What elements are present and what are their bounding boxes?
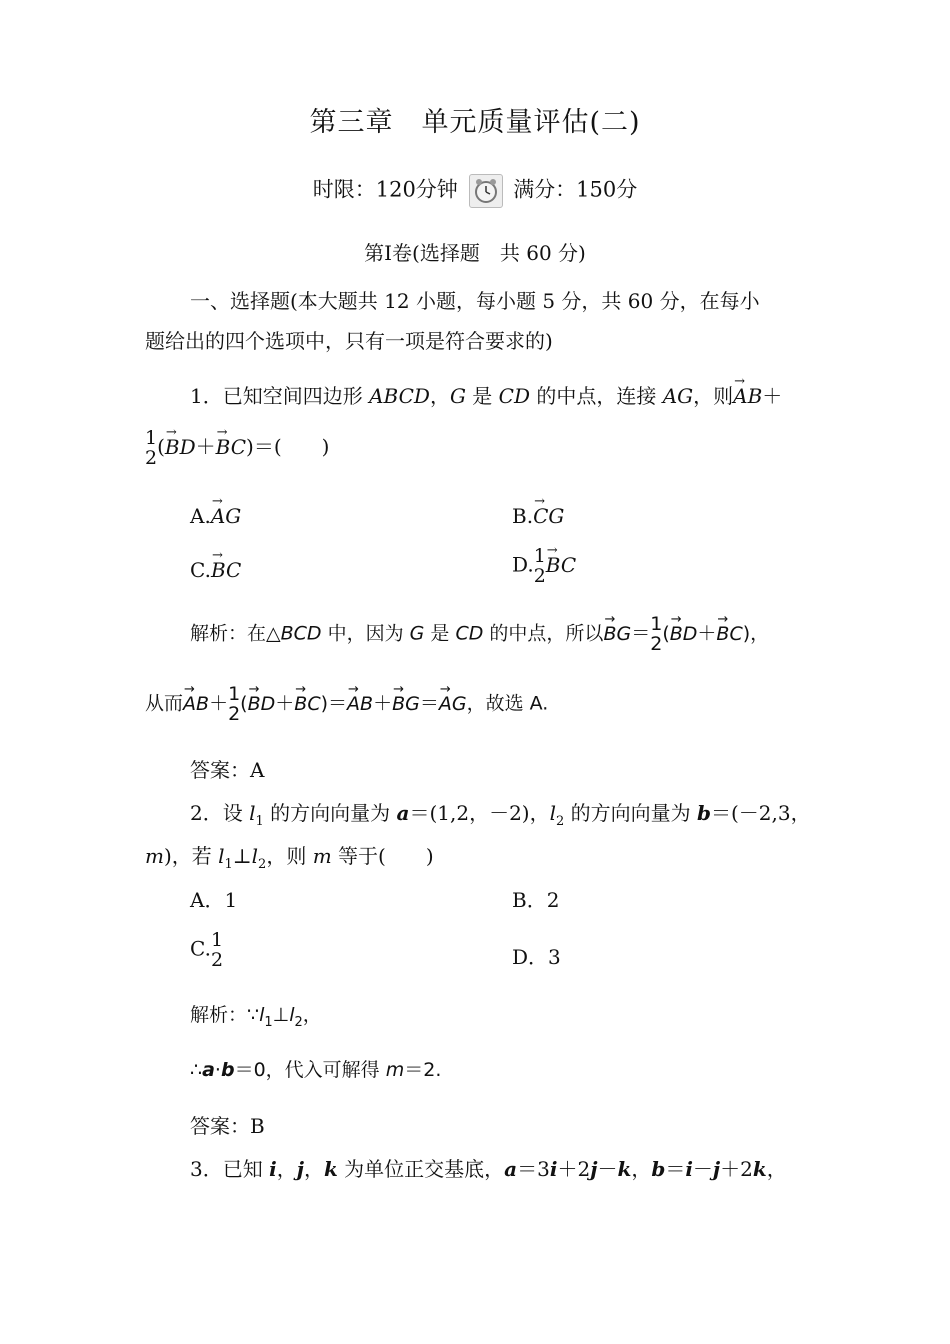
q3-stem-line-1: 3．已知 i，j，k 为单位正交基底，a＝3i＋2j－k，b＝i－j＋2k，: [190, 1157, 787, 1181]
instructions-line-2: 题给出的四个选项中，只有一项是符合要求的): [145, 329, 553, 353]
vector-b: b: [697, 801, 711, 825]
fraction-half: 1 2: [145, 427, 158, 469]
vector-bc: → BC: [546, 552, 576, 578]
time-limit: 时限：120分钟: [312, 177, 458, 202]
q1-plus: ＋: [762, 384, 783, 408]
q1-stem-line-1: [190, 383, 782, 409]
q1-analysis-line-1: 解析：在△BCD 中，因为 G 是 CD 的中点，所以→ BG＝ 1 2 (→ BD＋→ BC)，: [190, 614, 769, 654]
q2-option-c: C. 1 2: [190, 929, 224, 971]
q1-option-a: A.→ AG: [190, 503, 241, 529]
q1-text-2: 是: [465, 384, 499, 408]
vector-ag: → AG: [439, 691, 467, 717]
page-title: 第三章 单元质量评估(二): [309, 107, 641, 138]
fraction-half: 1 2: [228, 683, 241, 725]
vector-cg: → CG: [533, 503, 564, 529]
vector-ag: → AG: [211, 503, 241, 529]
q1-seg-2: AG: [662, 384, 694, 408]
q2-stem-line-2: m)，若 $l_1\perp l_2$，则 m 等于( ): [145, 844, 434, 872]
q1-text: 1．已知空间四边形: [190, 384, 370, 408]
q2-analysis-line-1: 解析：$\because l_1\perp l_2$，: [190, 1004, 322, 1030]
vector-ab: → AB: [183, 691, 209, 717]
q1-seg: CD: [498, 384, 530, 408]
q1-text-3: 的中点，连接: [530, 384, 663, 408]
clock-icon: [469, 174, 503, 208]
plus: ＋: [195, 434, 216, 459]
q1-answer: 答案：A: [190, 758, 265, 782]
vector-bd: → BD: [165, 434, 196, 460]
full-score: 满分：150分: [513, 177, 638, 202]
fraction-half: 1 2: [650, 613, 663, 655]
q1-point: G: [449, 384, 466, 408]
vector-bd: → BD: [248, 691, 276, 717]
vector-ab: → AB: [733, 383, 762, 409]
q2-stem-line-1: 2．设 $l_1$ 的方向向量为 a＝(1,2，－2)，$l_2$ 的方向向量为 b＝(－2,3，: [190, 801, 811, 829]
paren: (: [157, 434, 165, 459]
vector-bd: → BD: [670, 621, 698, 647]
vector-ab: → AB: [347, 691, 373, 717]
q1-option-d: D. 1 2 → BC: [512, 546, 576, 586]
vector-bc: → BC: [294, 691, 320, 717]
q2-option-d: D．3: [512, 945, 561, 969]
fraction-half: 1 2: [533, 545, 546, 587]
q1-quad: ABCD: [369, 384, 430, 408]
q1-option-c: C.→ BC: [190, 557, 241, 583]
q1-option-b: B.→ CG: [512, 503, 564, 529]
exam-meta: [0, 174, 950, 208]
triangle-bcd: △BCD: [266, 622, 322, 645]
q1-then: ，则: [693, 384, 734, 408]
q2-analysis-line-2: ∴a·b＝0，代入可解得 m＝2.: [190, 1059, 442, 1081]
vector-bc: → BC: [216, 434, 246, 460]
vector-a: a: [396, 801, 410, 825]
vector-bg: → BG: [392, 691, 420, 717]
q1-sep: ，: [429, 384, 450, 408]
q2-answer: 答案：B: [190, 1114, 265, 1138]
answer-blank: )＝( ): [246, 434, 330, 459]
q2-option-b: B．2: [512, 888, 560, 912]
q1-stem-line-2: [145, 428, 329, 468]
vector-bg: → BG: [603, 621, 631, 647]
vector-bc: → BC: [716, 621, 742, 647]
fraction-half: 1 2: [210, 929, 224, 971]
vector-bc: → BC: [211, 557, 241, 583]
instructions-line-1: 一、选择题(本大题共 12 小题，每小题 5 分，共 60 分，在每小: [190, 289, 760, 313]
section-header: 第Ⅰ卷(选择题 共 60 分): [364, 241, 586, 265]
q2-option-a: A．1: [190, 888, 238, 912]
q1-analysis-line-2: 从而→ AB＋ 1 2 (→ BD＋→ BC)＝→ AB＋→ BG＝→ AG，故选 A.: [145, 684, 548, 724]
